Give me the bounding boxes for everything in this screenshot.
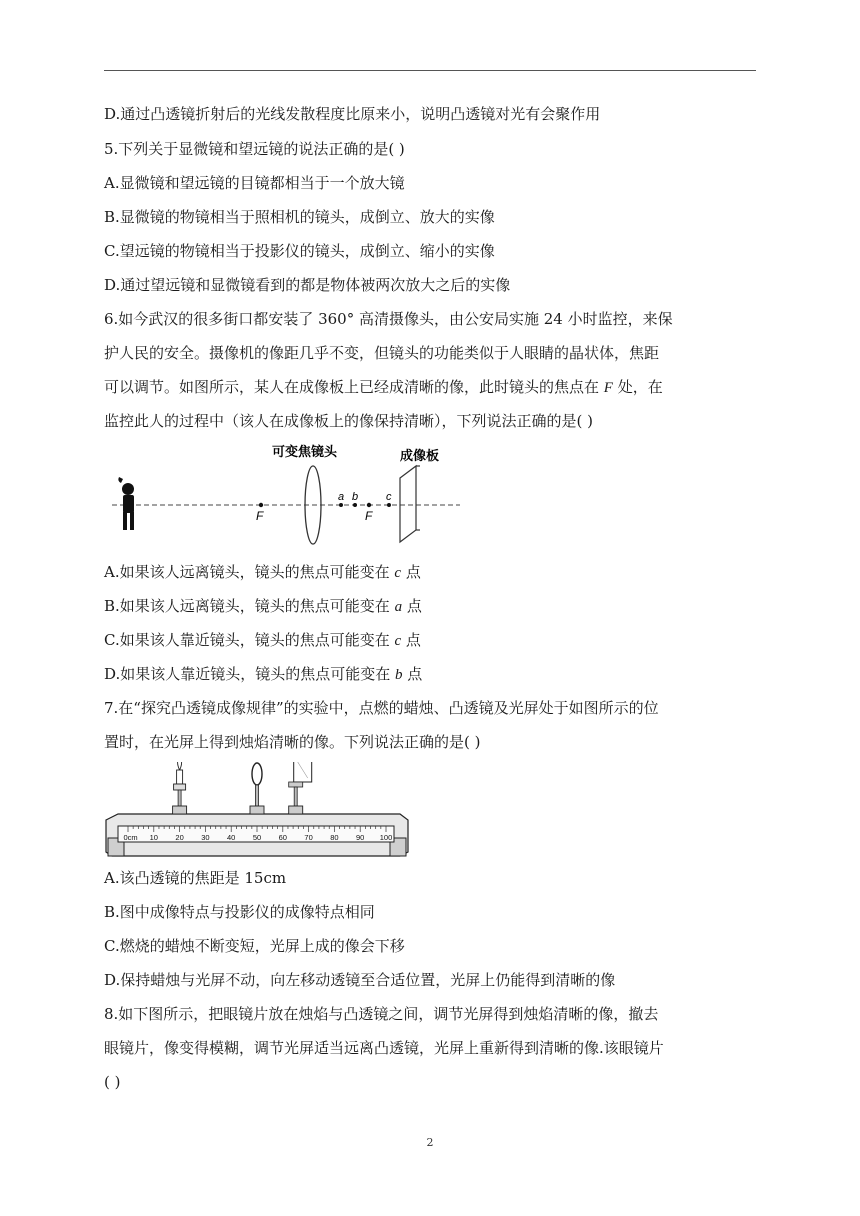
q6-stem-line-3	[104, 377, 764, 398]
q6-option-b-var: a	[394, 599, 403, 615]
lens-label: 可变焦镜头	[272, 444, 338, 459]
q6-stem-line-1: 6.如今武汉的很多街口都安装了 360° 高清摄像头，由公安局实施 24 小时监控，来保	[104, 310, 673, 328]
focal-point-right	[367, 503, 371, 507]
ruler-label: 90	[356, 833, 365, 842]
q6-option-c	[104, 630, 764, 651]
q5-option-d: D.通过望远镜和显微镜看到的都是物体被两次放大之后的实像	[104, 276, 511, 294]
q6-option-b-text: B.如果该人远离镜头，镜头的焦点可能变在	[104, 597, 395, 615]
focal-point-left	[259, 503, 263, 507]
point-b	[353, 503, 357, 507]
candle-flame-icon	[178, 762, 182, 770]
q6-stem-line-2: 护人民的安全。摄像机的像距几乎不变，但镜头的功能类似于人眼睛的晶状体，焦距	[104, 344, 660, 362]
ruler-label-origin: 0cm	[123, 833, 138, 842]
q6-option-d-text: D.如果该人靠近镜头，镜头的焦点可能变在	[104, 665, 396, 683]
ruler-label: 70	[304, 833, 313, 842]
candle-holder	[174, 784, 186, 790]
q6-stem-line-3-tail: 处，在	[612, 378, 663, 396]
candle-stand	[178, 790, 181, 806]
ruler-label: 30	[201, 833, 210, 842]
q6-option-a-tail: 点	[401, 563, 421, 581]
q5-option-b: B.显微镜的物镜相当于照相机的镜头，成倒立、放大的实像	[104, 208, 495, 226]
focal-label-right: F	[365, 509, 373, 523]
point-b-label: b	[352, 491, 359, 503]
q7-option-b: B.图中成像特点与投影仪的成像特点相同	[104, 903, 375, 921]
point-a-label: a	[338, 491, 345, 503]
lens-stand	[256, 785, 259, 806]
q5-option-a: A.显微镜和望远镜的目镜都相当于一个放大镜	[104, 174, 405, 192]
ruler-label: 100	[379, 833, 393, 842]
q8-stem-line-1: 8.如下图所示，把眼镜片放在烛焰与凸透镜之间，调节光屏得到烛焰清晰的像，撤去	[104, 1005, 659, 1023]
q6-option-a-text: A.如果该人远离镜头，镜头的焦点可能变在	[104, 563, 395, 581]
q6-stem-line-4: 监控此人的过程中（该人在成像板上的像保持清晰），下列说法正确的是( )	[104, 412, 593, 430]
q6-option-a	[104, 562, 764, 583]
q6-option-a-var: c	[394, 565, 402, 581]
q6-stem-line-3-text: 可以调节。如图所示，某人在成像板上已经成清晰的像，此时镜头的焦点在	[104, 378, 604, 396]
q6-option-c-text: C.如果该人靠近镜头，镜头的焦点可能变在	[104, 631, 395, 649]
q6-option-b-tail: 点	[402, 597, 422, 615]
ruler-label: 10	[149, 833, 158, 842]
candle-body	[177, 770, 183, 784]
focal-label-left: F	[256, 509, 264, 523]
q5-option-c: C.望远镜的物镜相当于投影仪的镜头，成倒立、缩小的实像	[104, 242, 495, 260]
q7-option-c: C.燃烧的蜡烛不断变短，光屏上成的像会下移	[104, 937, 405, 955]
q6-option-d-tail: 点	[402, 665, 423, 683]
ruler-label: 60	[278, 833, 287, 842]
q6-option-c-tail: 点	[401, 631, 421, 649]
ruler-label: 50	[252, 833, 262, 842]
light-screen	[289, 762, 312, 814]
candle	[173, 762, 187, 814]
q7-figure	[104, 762, 410, 862]
q6-option-b	[104, 596, 764, 617]
q6-focal-symbol: F	[603, 380, 613, 396]
ruler-label: 80	[330, 833, 339, 842]
q6-figure	[104, 440, 464, 545]
q8-stem-line-3: ( )	[104, 1073, 121, 1091]
q8-stem-line-2: 眼镜片，像变得模糊，调节光屏适当远离凸透镜，光屏上重新得到清晰的像.该眼镜片	[104, 1039, 664, 1057]
lens-glass	[252, 763, 262, 785]
page-number: 2	[426, 1136, 434, 1149]
screen-slider	[289, 806, 303, 814]
screen-stand	[294, 787, 297, 806]
q6-option-c-var: c	[394, 633, 402, 649]
q7-option-d: D.保持蜡烛与光屏不动，向左移动透镜至合适位置，光屏上仍能得到清晰的像	[104, 971, 616, 989]
q7-stem-line-1: 7.在“探究凸透镜成像规律”的实验中，点燃的蜡烛、凸透镜及光屏处于如图所示的位	[104, 699, 659, 717]
screen-clamp	[289, 782, 303, 787]
screen-panel	[294, 762, 312, 782]
convex-lens	[250, 763, 264, 814]
header-rule	[104, 70, 756, 71]
ruler-label: 40	[227, 833, 236, 842]
candle-slider	[173, 806, 187, 814]
point-c-label: c	[386, 491, 392, 503]
imaging-board	[400, 466, 420, 542]
point-c	[387, 503, 391, 507]
q7-stem-line-2: 置时，在光屏上得到烛焰清晰的像。下列说法正确的是( )	[104, 733, 481, 751]
q6-option-d-var: b	[395, 667, 403, 683]
q6-option-d	[104, 664, 764, 685]
point-a	[339, 503, 343, 507]
q4-option-d: D.通过凸透镜折射后的光线发散程度比原来小，说明凸透镜对光有会聚作用	[104, 105, 601, 123]
q7-option-a: A.该凸透镜的焦距是 15cm	[104, 869, 287, 887]
board-label: 成像板	[400, 448, 440, 463]
ruler-label: 20	[175, 833, 184, 842]
q5-stem: 5.下列关于显微镜和望远镜的说法正确的是( )	[104, 140, 405, 158]
lens-slider	[250, 806, 264, 814]
person-icon	[118, 477, 134, 530]
